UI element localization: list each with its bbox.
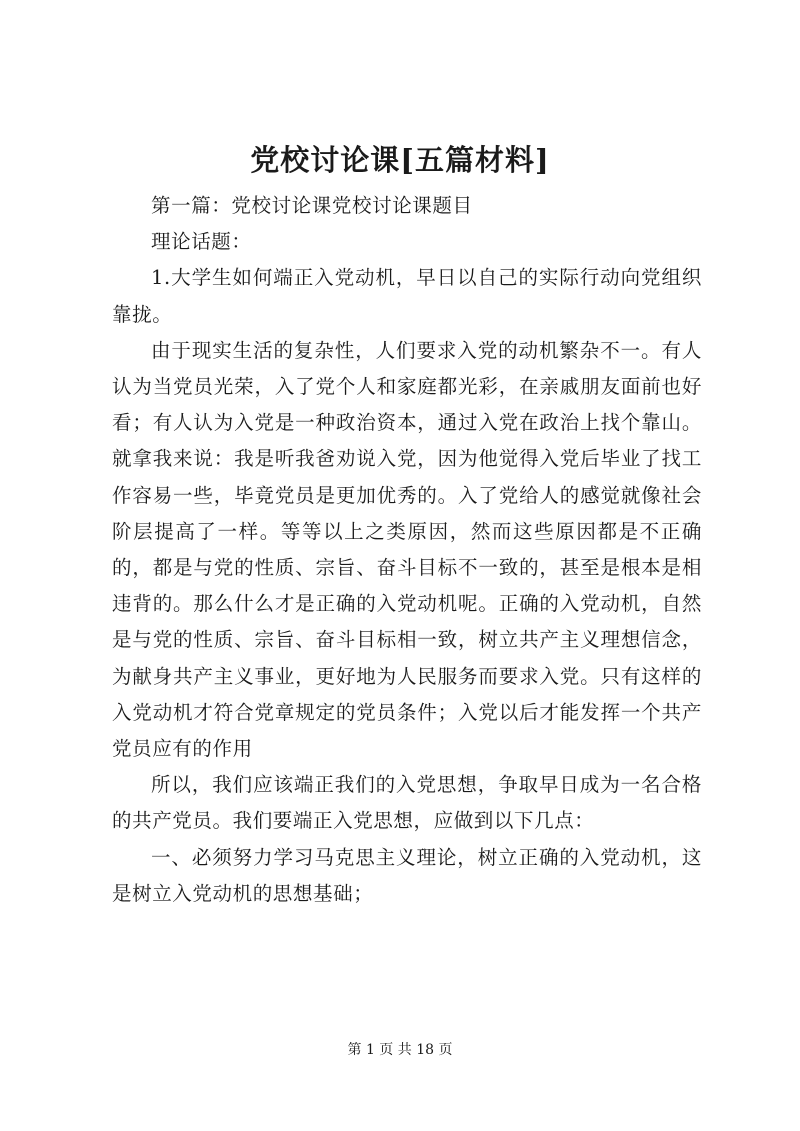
paragraph-body-main: 由于现实生活的复杂性，人们要求入党的动机繁杂不一。有人认为当党员光荣，入了党个人和家庭都光彩，在亲戚朋友面前也好看；有人认为入党是一种政治资本，通过入党在政治上找个靠山。就拿我来说：我是听我爸劝说入党，因为他觉得入党后毕业了找工作容易一些，毕竟党员是更加优秀的。入了党给人的感觉就像社会阶层提高了一样。等等以上之类原因，然而这些原因都是不正确的，都是与党的性质、宗旨、奋斗目标不一致的，甚至是根本是相违背的。那么什么才是正确的入党动机呢。正确的入党动机，自然是与党的性质、宗旨、奋斗目标相一致，树立共产主义理想信念，为献身共产主义事业，更好地为人民服务而要求入党。只有这样的入党动机才符合党章规定的党员条件；入党以后才能发挥一个共产党员应有的作用: [112, 338, 702, 761]
paragraph-question-1: 1.大学生如何端正入党动机，早日以自己的实际行动向党组织靠拢。: [112, 266, 702, 326]
page-footer: 第 1 页 共 18 页: [347, 1042, 453, 1058]
document-body: [112, 188, 702, 912]
paragraph-section-heading: 第一篇：党校讨论课党校讨论课题目: [151, 194, 473, 217]
document-title: 党校讨论课[五篇材料]: [250, 143, 550, 177]
paragraph-point-1: 一、必须努力学习马克思主义理论，树立正确的入党动机，这是树立入党动机的思想基础；: [112, 845, 702, 905]
paragraph-body-conclusion: 所以，我们应该端正我们的入党思想，争取早日成为一名合格的共产党员。我们要端正入党思想，应做到以下几点：: [112, 773, 702, 833]
paragraph-topic-label: 理论话题：: [151, 230, 252, 254]
